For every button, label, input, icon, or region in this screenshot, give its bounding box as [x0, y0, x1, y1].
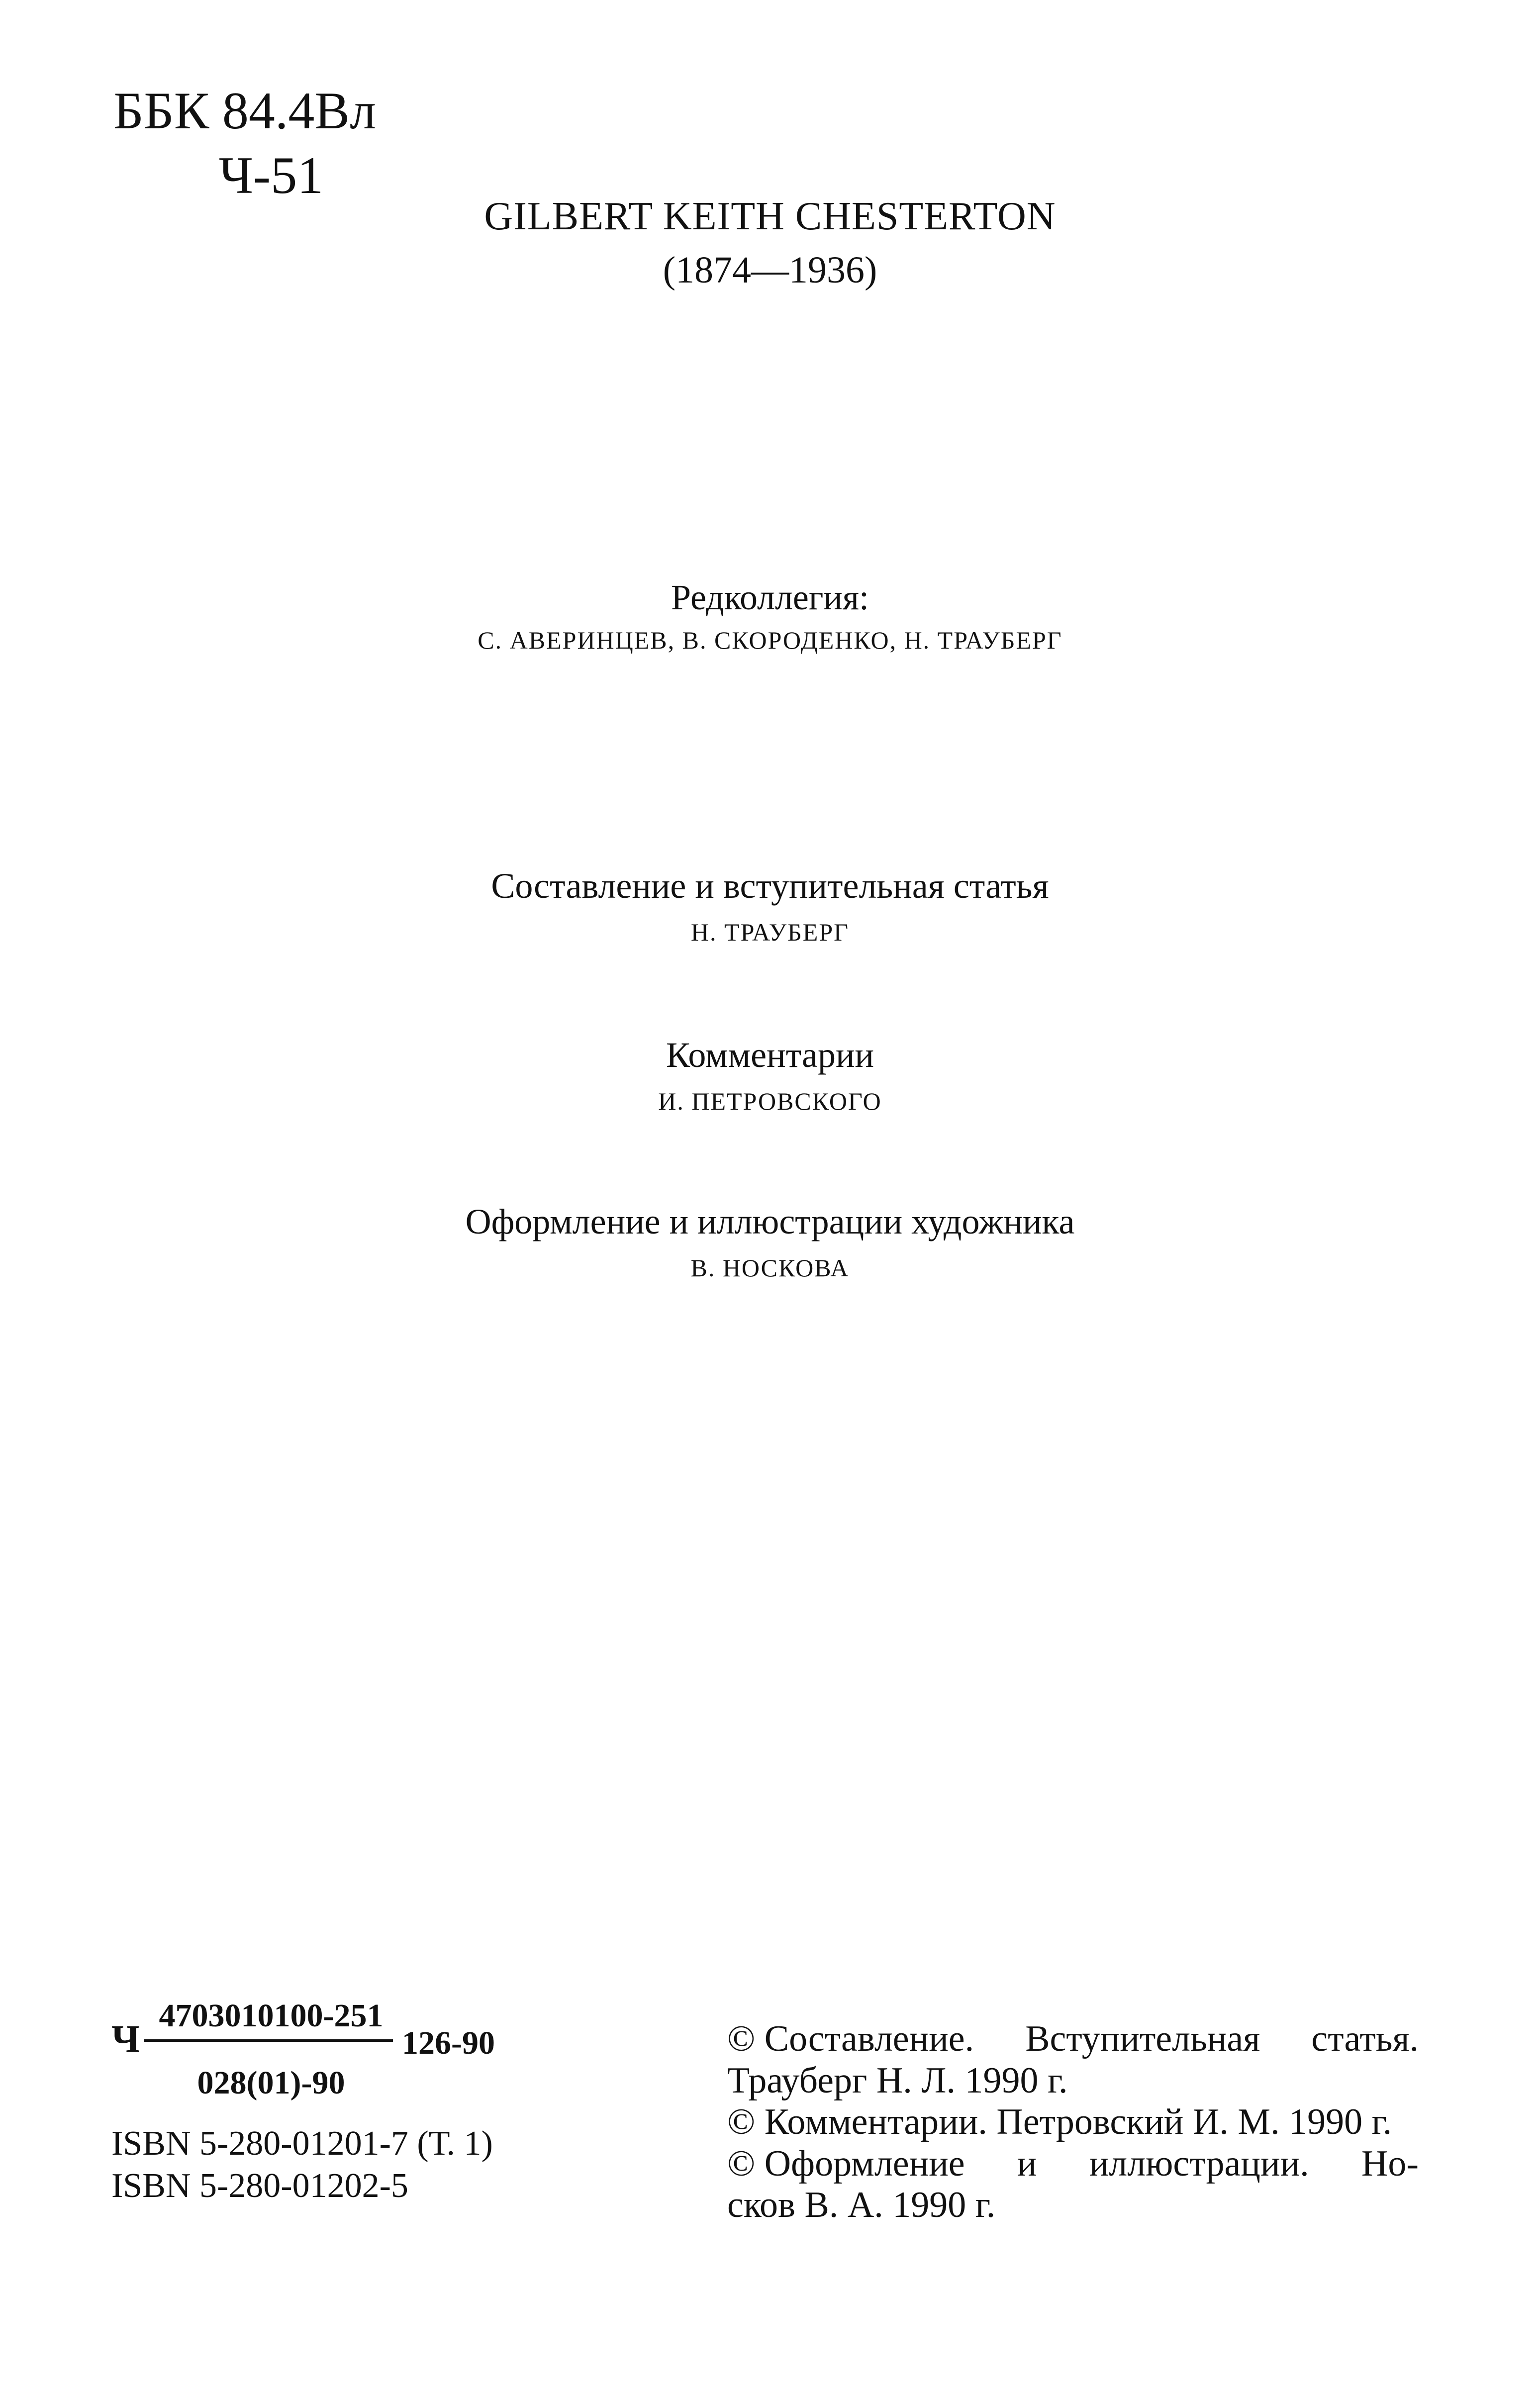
- author-mark: Ч-51: [219, 146, 324, 204]
- copyright-line-compilation: [727, 2018, 1419, 2060]
- design-label: Оформление и иллюстрации художника: [465, 1202, 1075, 1241]
- editorial-board-names: С. АВЕРИНЦЕВ, В. СКОРОДЕНКО, Н. ТРАУБЕРГ: [478, 626, 1062, 654]
- copyright-line-design: [727, 2143, 1419, 2185]
- copyright-word: © Оформление: [727, 2143, 965, 2184]
- catalog-code-suffix: 126-90: [402, 2025, 495, 2061]
- commentary-label: Комментарии: [666, 1035, 874, 1075]
- copyright-word: Вступительная: [1025, 2018, 1260, 2059]
- copyright-word: статья.: [1311, 2018, 1419, 2059]
- copyright-line-commentary: © Комментарии. Петровский И. М. 1990 г.: [727, 2101, 1392, 2143]
- copyright-word: и: [1017, 2143, 1037, 2184]
- author-name: GILBERT KEITH CHESTERTON: [484, 194, 1056, 238]
- isbn-set: ISBN 5-280-01202-5: [111, 2167, 408, 2205]
- catalog-code-numerator: 4703010100-251: [159, 1998, 384, 2034]
- copyright-line-compiler: Трауберг Н. Л. 1990 г.: [727, 2060, 1068, 2101]
- copyright-word: Но-: [1361, 2143, 1419, 2184]
- copyright-word: иллюстрации.: [1089, 2143, 1309, 2184]
- catalog-code-denominator: 028(01)-90: [197, 2065, 345, 2101]
- editorial-board-label: Редколлегия:: [671, 577, 869, 617]
- commentary-names: И. ПЕТРОВСКОГО: [658, 1087, 882, 1115]
- copyright-block: [727, 2018, 1419, 2226]
- catalog-code-letter: Ч: [111, 2017, 140, 2060]
- bbk-code: ББК 84.4Вл: [113, 82, 377, 140]
- compilation-names: Н. ТРАУБЕРГ: [690, 918, 850, 946]
- copyright-line-designer: сков В. А. 1990 г.: [727, 2185, 996, 2226]
- copyright-word: © Составление.: [727, 2018, 974, 2059]
- author-years: (1874—1936): [663, 249, 877, 291]
- design-names: В. НОСКОВА: [690, 1254, 850, 1282]
- compilation-label: Составление и вступительная статья: [491, 866, 1049, 906]
- isbn-volume: ISBN 5-280-01201-7 (Т. 1): [111, 2124, 493, 2163]
- catalog-code-fraction-rule: [144, 2039, 393, 2042]
